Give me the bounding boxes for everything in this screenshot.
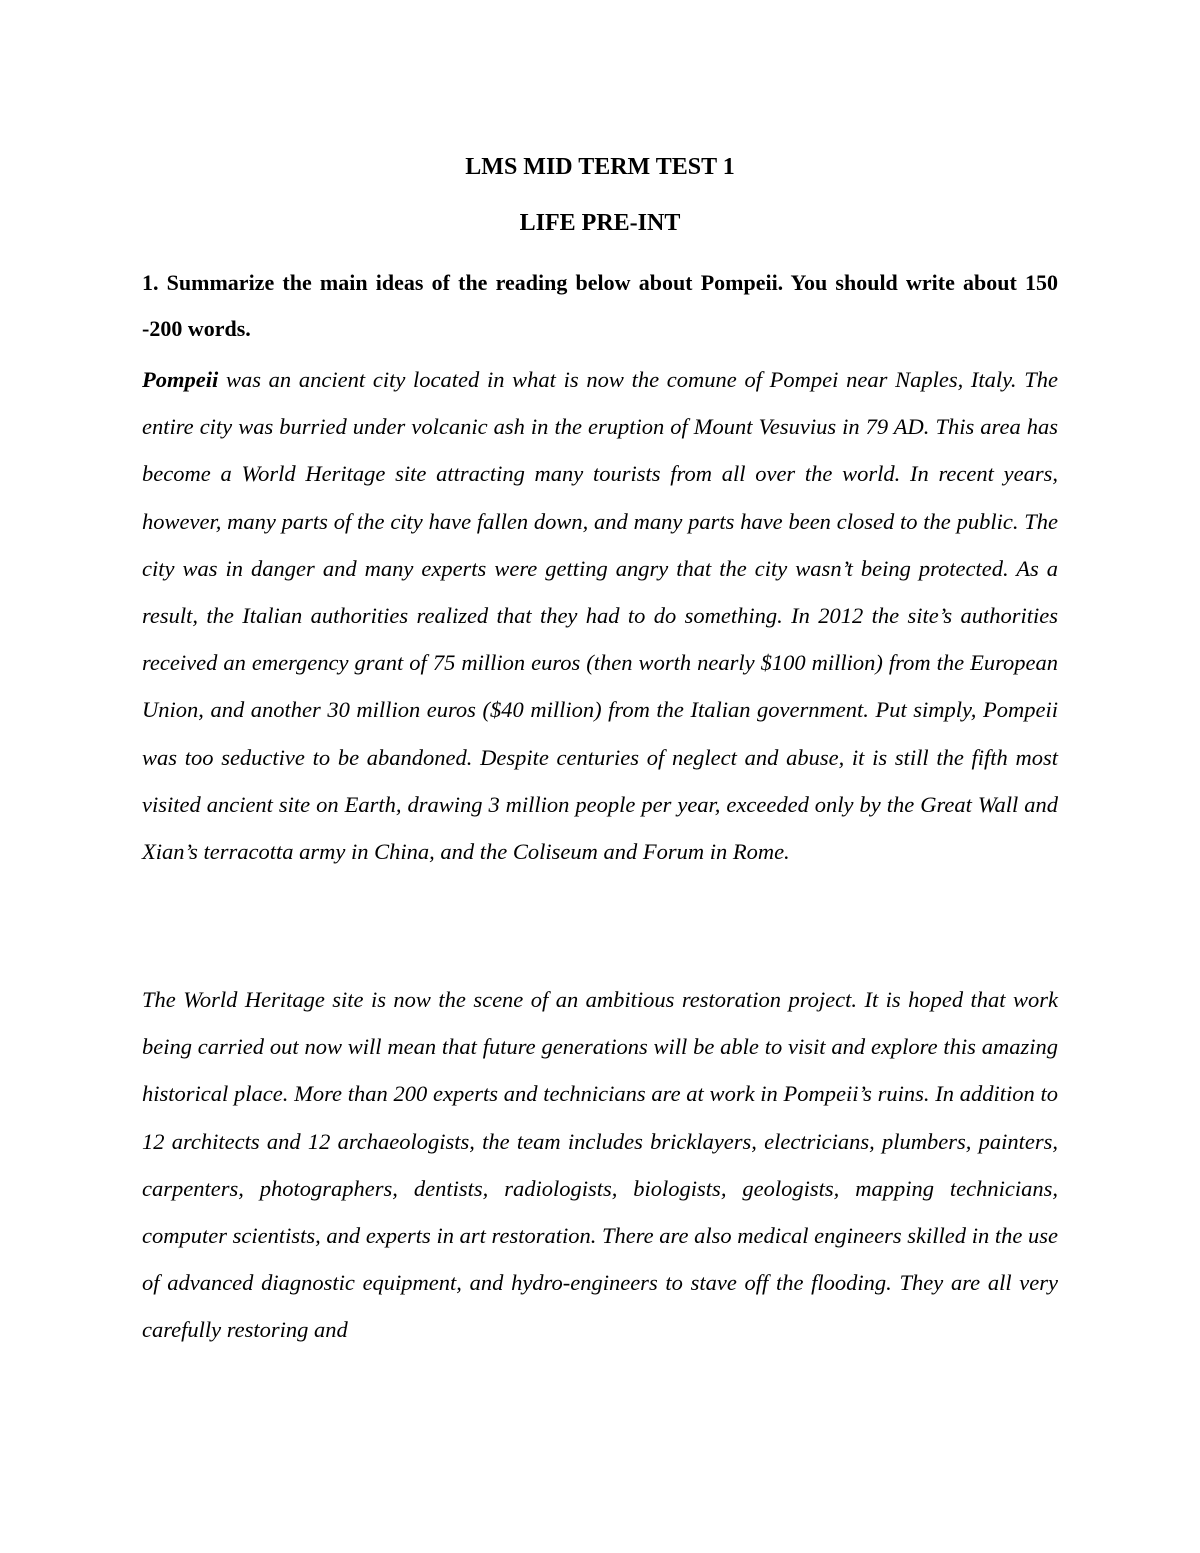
question-1-instruction: 1. Summarize the main ideas of the reading below about Pompeii. You should write about 150 -200 words. xyxy=(142,270,1058,341)
reading-paragraph-2: The World Heritage site is now the scene of an ambitious restoration project. It is hoped that work being carried out now will mean that future generations will be able to visit and explore this amazing historical place. More than 200 experts and technicians are at work in Pompeii’s ruins. In addition to 12 architects and 12 archaeologists, the team includes bricklayers, electricians, plumbers, painters, carpenters, photographers, dentists, radiologists, biologists, geologists, mapping technicians, computer scientists, and experts in art restoration. There are also medical engineers skilled in the use of advanced diagnostic equipment, and hydro-engineers to stave off the flooding. They are all very carefully restoring and xyxy=(142,987,1058,1343)
course-level-title: LIFE PRE-INT xyxy=(519,210,681,236)
paragraph-lead-term: Pompeii xyxy=(142,367,219,392)
paragraph-1-text: was an ancient city located in what is now the comune of Pompei near Naples, Italy. The entire city was burried under volcanic ash in the eruption of Mount Vesuvius in 79 AD. This area has become a World Heritage site attracting many tourists from all over the world. In recent years, however, many parts of the city have fallen down, and many parts have been closed to the public. The city was in danger and many experts were getting angry that the city wasn’t being protected. As a result, the Italian authorities realized that they had to do something. In 2012 the site’s authorities received an emergency grant of 75 million euros (then worth nearly $100 million) from the European Union, and another 30 million euros ($40 million) from the Italian government. Put simply, Pompeii was too seductive to be abandoned. Despite centuries of neglect and abuse, it is still the fifth most visited ancient site on Earth, drawing 3 million people per year, exceeded only by the Great Wall and Xian’s terracotta army in China, and the Coliseum and Forum in Rome. xyxy=(142,367,1058,865)
test-title: LMS MID TERM TEST 1 xyxy=(465,154,735,180)
reading-paragraph-1 xyxy=(142,356,1058,875)
